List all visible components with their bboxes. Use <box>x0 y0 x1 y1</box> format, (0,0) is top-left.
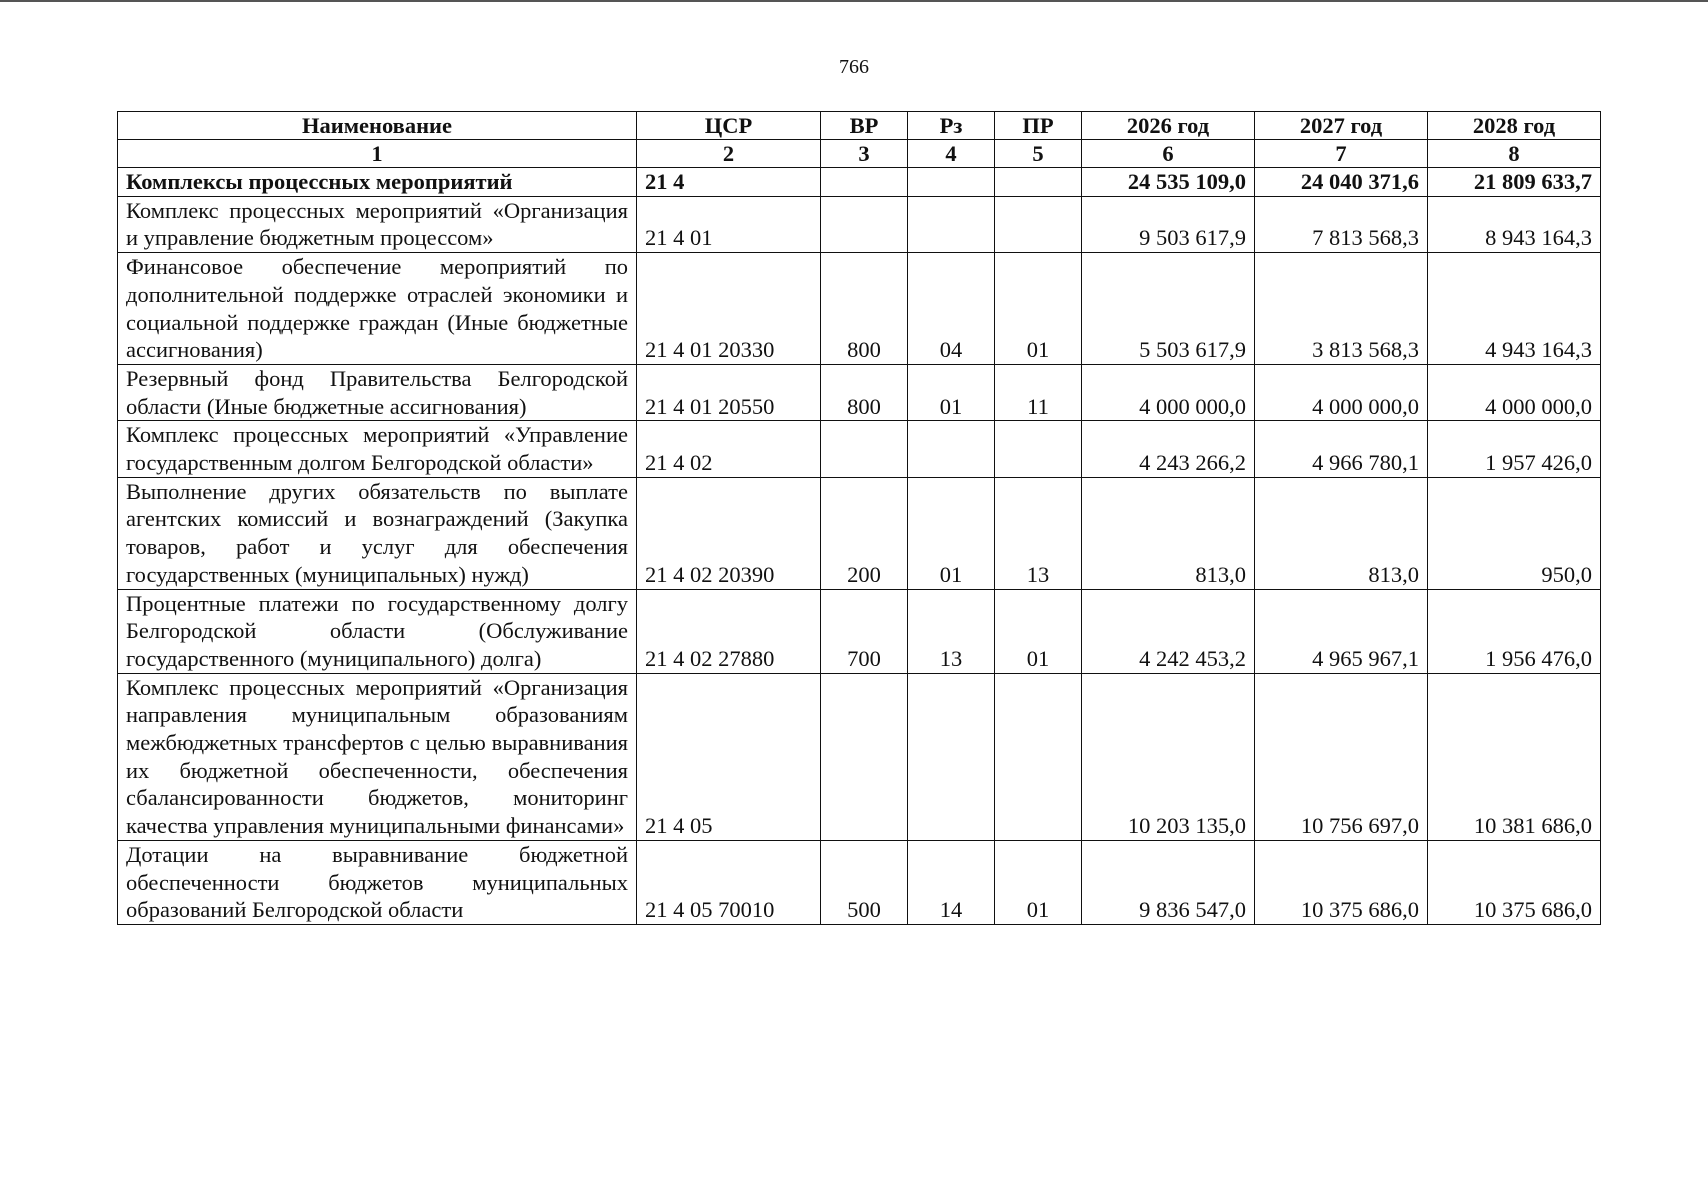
budget-table <box>117 111 1601 925</box>
cell-csr: 21 4 01 20330 <box>637 253 821 365</box>
cell-csr: 21 4 01 <box>637 196 821 252</box>
cell-2027: 4 965 967,1 <box>1255 589 1428 673</box>
cell-pr: 01 <box>995 253 1082 365</box>
table-row <box>118 196 1601 252</box>
cell-csr: 21 4 02 <box>637 421 821 477</box>
cell-2028: 1 956 476,0 <box>1428 589 1601 673</box>
cell-csr: 21 4 02 27880 <box>637 589 821 673</box>
cell-pr: 01 <box>995 589 1082 673</box>
cell-2028: 4 000 000,0 <box>1428 364 1601 420</box>
page-number: 766 <box>839 56 869 78</box>
cell-csr: 21 4 01 20550 <box>637 364 821 420</box>
column-number: 2 <box>637 140 821 168</box>
cell-pr: 01 <box>995 840 1082 924</box>
cell-2028: 950,0 <box>1428 477 1601 589</box>
table-row <box>118 477 1601 589</box>
cell-2026: 10 203 135,0 <box>1082 673 1255 840</box>
cell-pr: 11 <box>995 364 1082 420</box>
cell-vr: 200 <box>821 477 908 589</box>
cell-2026: 4 243 266,2 <box>1082 421 1255 477</box>
cell-2028: 8 943 164,3 <box>1428 196 1601 252</box>
cell-name: Процентные платежи по государственному долгу Белгородской области (Обслуживание государственного (муниципального) долга) <box>118 589 637 673</box>
cell-2027: 10 756 697,0 <box>1255 673 1428 840</box>
column-number: 3 <box>821 140 908 168</box>
cell-rz <box>908 673 995 840</box>
table-row <box>118 673 1601 840</box>
cell-rz <box>908 196 995 252</box>
cell-vr: 800 <box>821 364 908 420</box>
cell-pr <box>995 673 1082 840</box>
header-csr: ЦСР <box>637 112 821 140</box>
cell-2027: 24 040 371,6 <box>1255 168 1428 197</box>
column-number: 8 <box>1428 140 1601 168</box>
column-number: 1 <box>118 140 637 168</box>
header-2026: 2026 год <box>1082 112 1255 140</box>
cell-2028: 21 809 633,7 <box>1428 168 1601 197</box>
cell-2028: 10 381 686,0 <box>1428 673 1601 840</box>
cell-csr: 21 4 05 70010 <box>637 840 821 924</box>
cell-2027: 4 966 780,1 <box>1255 421 1428 477</box>
table-row <box>118 421 1601 477</box>
cell-2026: 813,0 <box>1082 477 1255 589</box>
cell-2028: 10 375 686,0 <box>1428 840 1601 924</box>
cell-pr <box>995 196 1082 252</box>
cell-name: Комплекс процессных мероприятий «Организация и управление бюджетным процессом» <box>118 196 637 252</box>
cell-2026: 9 836 547,0 <box>1082 840 1255 924</box>
cell-rz: 14 <box>908 840 995 924</box>
header-row <box>118 112 1601 140</box>
cell-2028: 4 943 164,3 <box>1428 253 1601 365</box>
cell-rz: 04 <box>908 253 995 365</box>
cell-name: Комплексы процессных мероприятий <box>118 168 637 197</box>
cell-2026: 4 000 000,0 <box>1082 364 1255 420</box>
table-row <box>118 168 1601 197</box>
cell-rz: 13 <box>908 589 995 673</box>
cell-rz <box>908 168 995 197</box>
cell-pr: 13 <box>995 477 1082 589</box>
cell-name: Комплекс процессных мероприятий «Управление государственным долгом Белгородской области» <box>118 421 637 477</box>
cell-vr: 700 <box>821 589 908 673</box>
cell-vr <box>821 196 908 252</box>
header-name: Наименование <box>118 112 637 140</box>
cell-2026: 5 503 617,9 <box>1082 253 1255 365</box>
cell-vr <box>821 168 908 197</box>
cell-csr: 21 4 <box>637 168 821 197</box>
cell-rz: 01 <box>908 477 995 589</box>
table-row <box>118 840 1601 924</box>
cell-name: Финансовое обеспечение мероприятий по дополнительной поддержке отраслей экономики и социальной поддержке граждан (Иные бюджетные ассигнования) <box>118 253 637 365</box>
cell-2027: 10 375 686,0 <box>1255 840 1428 924</box>
column-number: 6 <box>1082 140 1255 168</box>
cell-vr <box>821 673 908 840</box>
cell-csr: 21 4 02 20390 <box>637 477 821 589</box>
cell-vr: 500 <box>821 840 908 924</box>
header-pr: ПР <box>995 112 1082 140</box>
header-2027: 2027 год <box>1255 112 1428 140</box>
cell-pr <box>995 168 1082 197</box>
cell-rz <box>908 421 995 477</box>
cell-name: Резервный фонд Правительства Белгородской области (Иные бюджетные ассигнования) <box>118 364 637 420</box>
cell-2026: 9 503 617,9 <box>1082 196 1255 252</box>
cell-2026: 4 242 453,2 <box>1082 589 1255 673</box>
table-row <box>118 364 1601 420</box>
cell-2027: 3 813 568,3 <box>1255 253 1428 365</box>
column-number: 5 <box>995 140 1082 168</box>
cell-2026: 24 535 109,0 <box>1082 168 1255 197</box>
column-number: 7 <box>1255 140 1428 168</box>
cell-vr: 800 <box>821 253 908 365</box>
header-vr: ВР <box>821 112 908 140</box>
cell-2027: 4 000 000,0 <box>1255 364 1428 420</box>
table-row <box>118 253 1601 365</box>
cell-name: Дотации на выравнивание бюджетной обеспеченности бюджетов муниципальных образований Белгородской области <box>118 840 637 924</box>
cell-name: Выполнение других обязательств по выплате агентских комиссий и вознаграждений (Закупка товаров, работ и услуг для обеспечения государственных (муниципальных) нужд) <box>118 477 637 589</box>
column-number: 4 <box>908 140 995 168</box>
cell-2028: 1 957 426,0 <box>1428 421 1601 477</box>
header-rz: Рз <box>908 112 995 140</box>
column-number-row <box>118 140 1601 168</box>
cell-2027: 7 813 568,3 <box>1255 196 1428 252</box>
table-row <box>118 589 1601 673</box>
cell-pr <box>995 421 1082 477</box>
cell-name: Комплекс процессных мероприятий «Организация направления муниципальным образованиям межбюджетных трансфертов с целью выравнивания их бюджетной обеспеченности, обеспечения сбалансированности бюджетов, мониторинг качества управления муниципальными финансами» <box>118 673 637 840</box>
cell-rz: 01 <box>908 364 995 420</box>
scan-top-border <box>0 0 1708 2</box>
header-2028: 2028 год <box>1428 112 1601 140</box>
cell-csr: 21 4 05 <box>637 673 821 840</box>
cell-vr <box>821 421 908 477</box>
cell-2027: 813,0 <box>1255 477 1428 589</box>
